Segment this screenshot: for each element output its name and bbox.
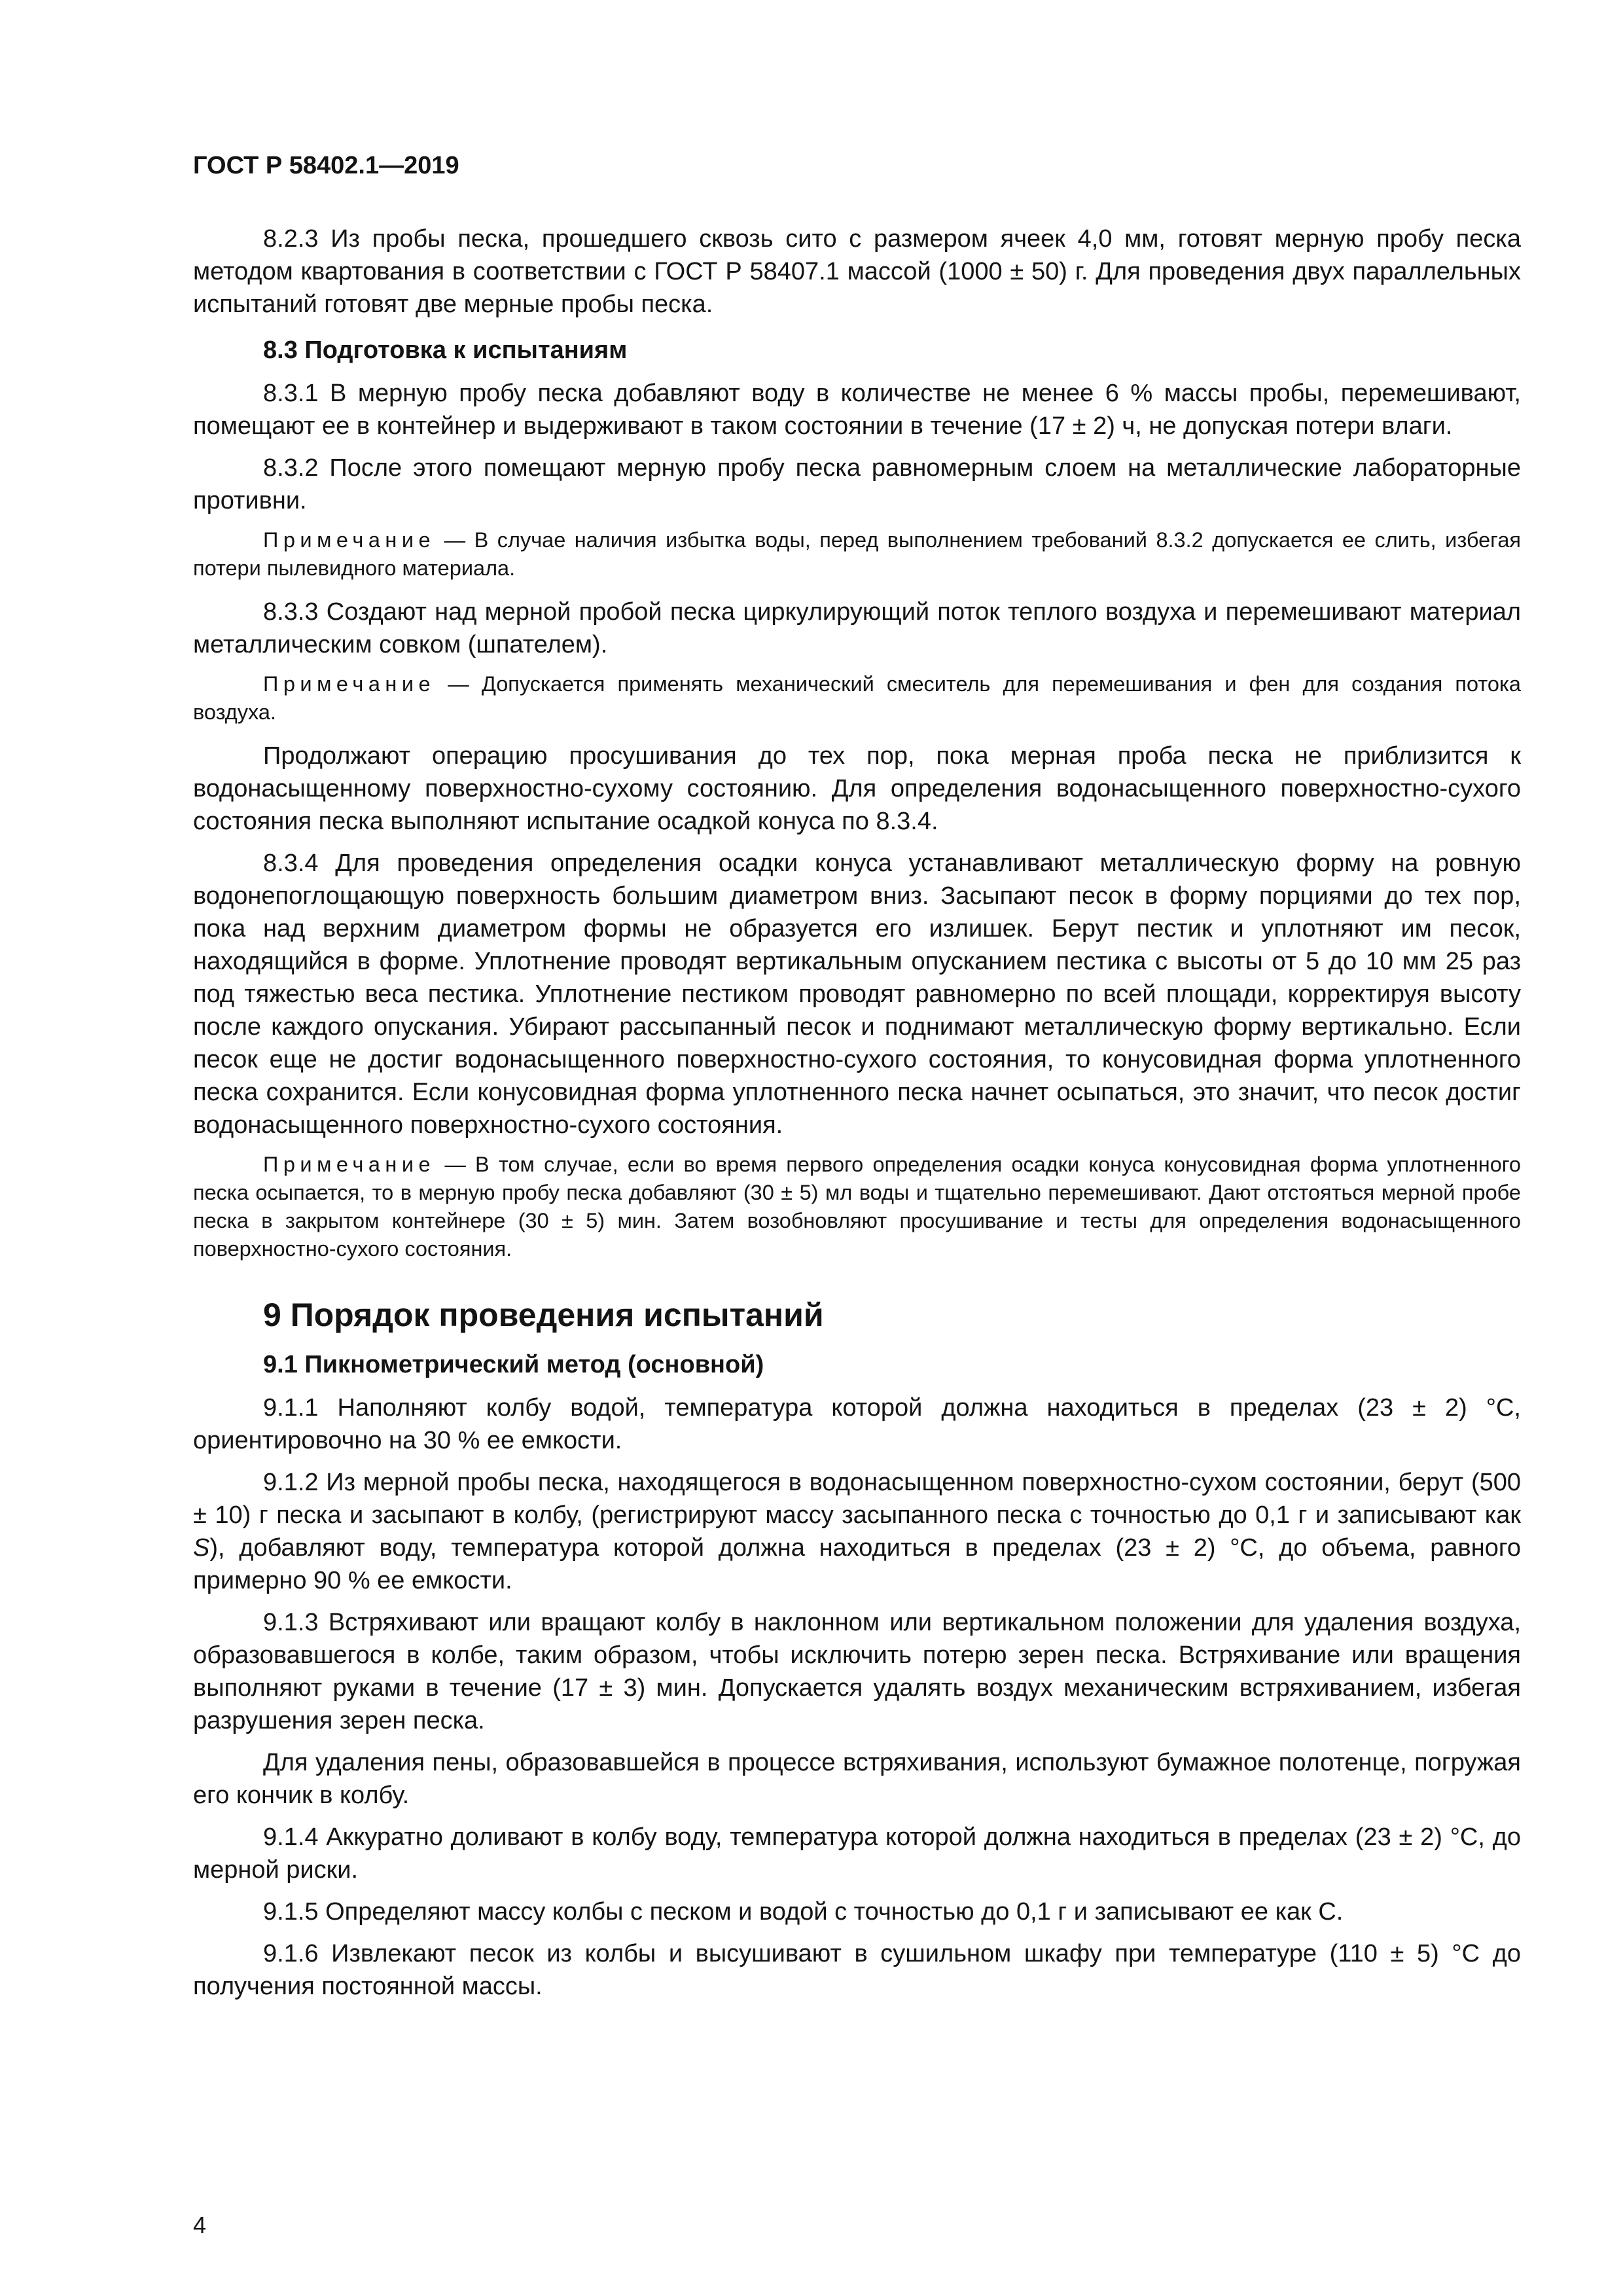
paragraph-9-1-2-part-b: ), добавляют воду, температура которой должна находиться в пределах (23 ± 2) °С, до объема, равного примерно 90 % ее емкости.	[193, 1534, 1521, 1594]
paragraph-9-1-2	[193, 1466, 1521, 1597]
paragraph-9-1-1: 9.1.1 Наполняют колбу водой, температура которой должна находиться в пределах (23 ± 2) °С, ориентировочно на 30 % ее емкости.	[193, 1394, 1521, 1454]
paragraph-8-3-3: 8.3.3 Создают над мерной пробой песка циркулирующий поток теплого воздуха и перемешивают материал металлическим совком (шпателем).	[193, 598, 1521, 658]
paragraph-8-3-1: 8.3.1 В мерную пробу песка добавляют воду в количестве не менее 6 % массы пробы, перемешивают, помещают ее в контейнер и выдерживают в таком состоянии в течение (17 ± 2) ч, не допуская потери влаги.	[193, 380, 1521, 440]
paragraph-9-1-3: 9.1.3 Встряхивают или вращают колбу в наклонном или вертикальном положении для удаления воздуха, образовавшегося в колбе, таким образом, чтобы исключить потерю зерен песка. Встряхивание или вращения выполняют руками в течение (17 ± 3) мин. Допускается удалять воздух механическим встряхиванием, избегая разрушения зерен песка.	[193, 1609, 1521, 1734]
paragraph-9-1-6: 9.1.6 Извлекают песок из колбы и высушивают в сушильном шкафу при температуре (110 ± 5) °С до получения постоянной массы.	[193, 1940, 1521, 2000]
paragraph-9-1-2-part-a: 9.1.2 Из мерной пробы песка, находящегося в водонасыщенном поверхностно-сухом состоянии, берут (500 ± 10) г песка и засыпают в колбу, (регистрируют массу засыпанного песка с точностью до 0,1 г и записывают как	[193, 1469, 1521, 1529]
note-label: Примечание	[263, 1153, 436, 1176]
note-2-text: — Допускается применять механический смеситель для перемешивания и фен для создания потока воздуха.	[193, 672, 1521, 724]
paragraph-9-1-5: 9.1.5 Определяют массу колбы с песком и водой с точностью до 0,1 г и записывают ее как С.	[263, 1898, 1344, 1926]
note-3-text: — В том случае, если во время первого определения осадки конуса конусовидная форма уплотненного песка осыпается, то в мерную пробу песка добавляют (30 ± 5) мл воды и тщательно перемешивают. Дают отстояться мерной пробе песка в закрытом контейнере (30 ± 5) мин. Затем возобновляют просушивание и тесты для определения водонасыщенного поверхностно-сухого состояния.	[193, 1153, 1521, 1261]
note-1	[193, 526, 1521, 583]
note-label: Примечание	[263, 528, 436, 552]
note-1-text: — В случае наличия избытка воды, перед выполнением требований 8.3.2 допускается ее слить, избегая потери пылевидного материала.	[193, 528, 1521, 580]
page-number: 4	[193, 2212, 207, 2238]
note-2	[193, 670, 1521, 726]
document-header: ГОСТ Р 58402.1—2019	[193, 152, 459, 179]
variable-s: S	[193, 1534, 210, 1562]
paragraph-foam: Для удаления пены, образовавшейся в процессе встряхивания, используют бумажное полотенце, погружая его кончик в колбу.	[193, 1749, 1521, 1809]
note-label: Примечание	[263, 672, 436, 696]
paragraph-8-3-2: 8.3.2 После этого помещают мерную пробу песка равномерным слоем на металлические лабораторные противни.	[193, 454, 1521, 514]
paragraph-drying: Продолжают операцию просушивания до тех пор, пока мерная проба песка не приблизится к водонасыщенному поверхностно-сухому состоянию. Для определения водонасыщенного поверхностно-сухого состояния песка выполняют испытание осадкой конуса по 8.3.4.	[193, 742, 1521, 835]
heading-8-3: 8.3 Подготовка к испытаниям	[263, 336, 628, 364]
paragraph-9-1-4: 9.1.4 Аккуратно доливают в колбу воду, температура которой должна находиться в пределах (23 ± 2) °С, до мерной риски.	[193, 1823, 1521, 1884]
note-3	[193, 1151, 1521, 1263]
heading-9: 9 Порядок проведения испытаний	[263, 1297, 824, 1333]
heading-9-1: 9.1 Пикнометрический метод (основной)	[263, 1351, 764, 1378]
paragraph-8-2-3: 8.2.3 Из пробы песка, прошедшего сквозь сито с размером ячеек 4,0 мм, готовят мерную пробу песка методом квартования в соответствии с ГОСТ Р 58407.1 массой (1000 ± 50) г. Для проведения двух параллельных испытаний готовят две мерные пробы песка.	[193, 225, 1521, 318]
paragraph-8-3-4: 8.3.4 Для проведения определения осадки конуса устанавливают металлическую форму на ровную водонепоглощающую поверхность большим диаметром вниз. Засыпают песок в форму порциями до тех пор, пока над верхним диаметром формы не образуется его излишек. Берут пестик и уплотняют им песок, находящийся в форме. Уплотнение проводят вертикальным опусканием пестика с высоты от 5 до 10 мм 25 раз под тяжестью веса пестика. Уплотнение пестиком проводят равномерно по всей площади, корректируя высоту после каждого опускания. Убирают рассыпанный песок и поднимают металлическую форму вертикально. Если песок еще не достиг водонасыщенного поверхностно-сухого состояния, то конусовидная форма уплотненного песка сохранится. Если конусовидная форма уплотненного песка начнет осыпаться, это значит, что песок достиг водонасыщенного поверхностно-сухого состояния.	[193, 850, 1521, 1139]
